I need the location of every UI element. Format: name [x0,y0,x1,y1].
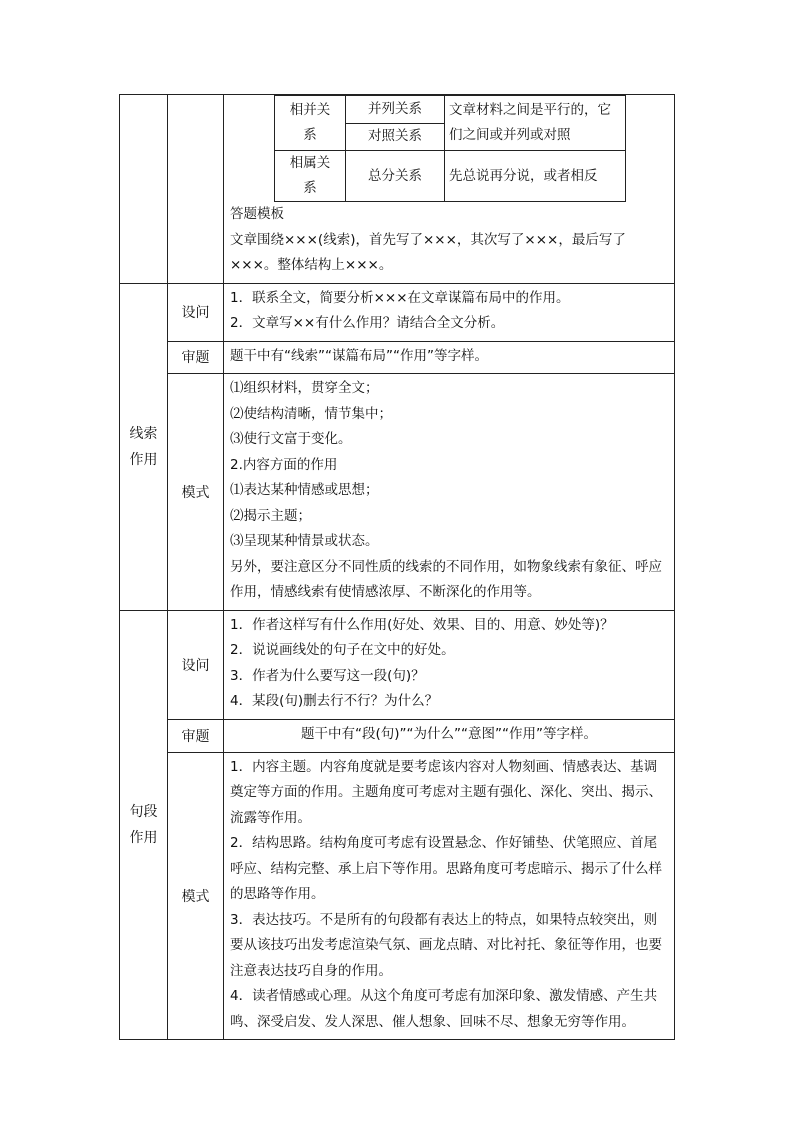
empty-label-cell [168,95,224,284]
text-line: 4．某段(句)删去行不行？为什么？ [230,693,439,709]
clue-review-content [224,341,675,374]
row-label-ask: 设问 [168,283,224,341]
text-line: 4．读者情感或心理。从这个角度可考虑有加深印象、激发情感、产生共鸣、深受启发、发人深思、催人想象、回味不尽、想象无穷等作用。 [230,988,658,1030]
text-line: 3．表达技巧。不是所有的句段都有表达上的特点，如果特点较突出，则要从该技巧出发考虑渲染气氛、画龙点睛、对比衬托、象征等作用，也要注意表达技巧自身的作用。 [230,911,662,979]
text-line: 题干中有“段(句)”“为什么”“意图”“作用”等字样。 [301,725,597,742]
text-line: ⑶使行文富于变化。 [230,431,352,447]
text-line: 另外，要注意区分不同性质的线索的不同作用，如物象线索有象征、呼应作用，情感线索有使情感浓厚、不断深化的作用等。 [230,558,662,600]
continued-row [120,95,675,284]
category-sentence-label: 句段作用 [129,803,158,846]
section-clue-mode-row [120,374,675,611]
relation-item-general-detail: 总分关系 [346,151,445,202]
main-table [119,94,675,1040]
text-line: ⑵使结构清晰，情节集中； [230,405,392,422]
category-sentence [120,610,168,1040]
text-line: 2．文章写××有什么作用？请结合全文分析。 [230,315,505,331]
relation-item-contrast: 对照关系 [346,123,445,151]
text-line: ⑴表达某种情感或思想； [230,482,379,498]
text-line: ⑴组织材料，贯穿全文； [230,380,379,396]
text-line: 3．作者为什么要写这一段(句)？ [230,667,425,684]
row-label-mode: 模式 [168,374,224,611]
relation-table [274,95,626,202]
text-line: ⑶呈现某种情景或状态。 [230,533,379,549]
row-label-ask: 设问 [168,610,224,719]
sentence-review-content [224,719,675,752]
sentence-mode-content [224,752,675,1040]
template-title: 答题模板 [230,206,284,222]
section-sentence-ask-row [120,610,675,719]
row-label-mode: 模式 [168,752,224,1040]
relation-group2-desc: 先总说再分说，或者相反 [445,151,626,202]
section-sentence-review-row [120,719,675,752]
category-clue-label: 线索作用 [129,425,158,468]
text-line: 2．说说画线处的句子在文中的好处。 [230,642,455,658]
text-line: ⑵揭示主题； [230,507,311,524]
sentence-ask-content [224,610,675,719]
relation-item-parallel: 并列关系 [346,96,445,124]
clue-mode-content [224,374,675,611]
section-sentence-mode-row [120,752,675,1040]
row-label-review: 审题 [168,719,224,752]
section-clue-review-row [120,341,675,374]
relation-group1-desc: 文章材料之间是平行的，它们之间或并列或对照 [445,96,626,151]
text-line: 1．联系全文，简要分析×××在文章谋篇布局中的作用。 [230,289,570,306]
template-text: 文章围绕×××(线索)，首先写了×××，其次写了×××，最后写了×××。整体结构上×××。 [230,231,626,273]
text-line: 2．结构思路。结构角度可考虑有设置悬念、作好铺垫、伏笔照应、首尾呼应、结构完整、承上启下等作用。思路角度可考虑暗示、揭示了什么样的思路等作用。 [230,835,662,902]
category-clue [120,283,168,610]
relation-group1-label: 相并关系 [275,96,346,151]
section-clue-ask-row [120,283,675,341]
text-line: 2.内容方面的作用 [230,456,338,473]
relation-group2-label: 相属关系 [275,151,346,202]
text-line: 1．内容主题。内容角度就是要考虑该内容对人物刻画、情感表达、基调奠定等方面的作用。主题角度可考虑对主题有强化、深化、突出、揭示、流露等作用。 [230,758,662,826]
structure-content-cell [224,95,675,284]
row-label-review: 审题 [168,341,224,374]
clue-ask-content [224,283,675,341]
text-line: 题干中有“线索”“谋篇布局”“作用”等字样。 [230,347,488,364]
text-line: 1．作者这样写有什么作用(好处、效果、目的、用意、妙处等)？ [230,616,614,633]
empty-category-cell [120,95,168,284]
